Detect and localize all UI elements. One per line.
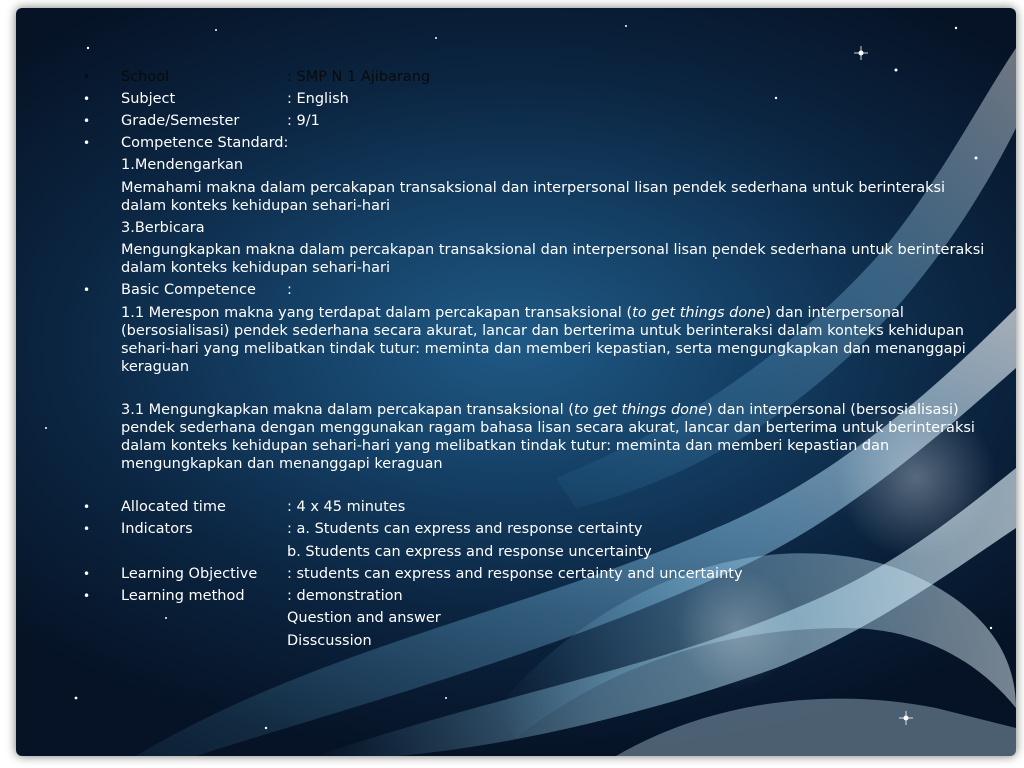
bullet: • <box>83 70 91 84</box>
learning-method-value-3: Disscussion <box>287 633 372 649</box>
school-label: School <box>121 69 170 85</box>
allocated-time-value: : 4 x 45 minutes <box>287 499 406 515</box>
basic-competence-item-2 <box>121 401 991 473</box>
basic-competence-item-2-after: ) dan interpersonal (bersosialisasi) pendek sederhana dengan menggunakan ragam bahasa lisan secara akurat, lancar dan berterima untuk berinteraksi dalam konteks kehidupan sehari-hari yang melibatkan tindak tutur: meminta dan memberi kepastian dan mengungkapkan dan menanggapi keraguan <box>121 402 975 472</box>
basic-competence-item-1-after: ) dan interpersonal (bersosialisasi) pendek sederhana secara akurat, lancar dan berterima untuk berinteraksi dalam konteks kehidupan sehari-hari yang melibatkan tindak tutur: meminta dan memberi kepastian, serta mengungkapkan dan menanggapi keraguan <box>121 305 966 375</box>
bullet: • <box>83 92 91 106</box>
indicators-label: Indicators <box>121 521 193 537</box>
bullet: • <box>83 500 91 514</box>
learning-method-value-1: : demonstration <box>287 588 403 604</box>
subject-value: : English <box>287 91 349 107</box>
indicators-value-b: b. Students can express and response uncertainty <box>287 544 652 560</box>
allocated-time-label: Allocated time <box>121 499 226 515</box>
basic-competence-label: Basic Competence <box>121 282 256 298</box>
basic-competence-item-1 <box>121 304 991 376</box>
competence-standard-label: Competence Standard: <box>121 135 289 151</box>
bullet: • <box>83 522 91 536</box>
basic-competence-item-1-italic: to get things done <box>632 305 766 321</box>
slide-content <box>16 8 1016 756</box>
bullet: • <box>83 283 91 297</box>
basic-competence-item-2-italic: to get things done <box>573 402 708 418</box>
grade-value: : 9/1 <box>287 113 320 129</box>
basic-competence-value: : <box>287 282 292 298</box>
learning-objective-label: Learning Objective <box>121 566 258 582</box>
competence-standard-sub2-title: 3.Berbicara <box>121 220 205 236</box>
basic-competence-item-2-before: 3.1 Mengungkapkan makna dalam percakapan transaksional ( <box>121 402 574 418</box>
learning-method-label: Learning method <box>121 588 245 604</box>
basic-competence-item-1-before: 1.1 Merespon makna yang terdapat dalam percakapan transaksional ( <box>121 305 633 321</box>
learning-method-value-2: Question and answer <box>287 610 441 626</box>
competence-standard-sub1-title: 1.Mendengarkan <box>121 157 244 173</box>
bullet: • <box>83 114 91 128</box>
school-value: : SMP N 1 Ajibarang <box>287 69 431 85</box>
competence-standard-sub2-text: Mengungkapkan makna dalam percakapan transaksional dan interpersonal lisan pendek sederhana untuk berinteraksi dalam konteks kehidupan sehari-hari <box>121 242 985 276</box>
bullet: • <box>83 136 91 150</box>
bullet: • <box>83 567 91 581</box>
grade-label: Grade/Semester <box>121 113 240 129</box>
indicators-value-a: : a. Students can express and response certainty <box>287 521 643 537</box>
competence-standard-sub1-text: Memahami makna dalam percakapan transaksional dan interpersonal lisan pendek sederhana untuk berinteraksi dalam konteks kehidupan sehari-hari <box>121 180 946 214</box>
bullet: • <box>83 589 91 603</box>
learning-objective-value: : students can express and response certainty and uncertainty <box>287 566 743 582</box>
subject-label: Subject <box>121 91 176 107</box>
